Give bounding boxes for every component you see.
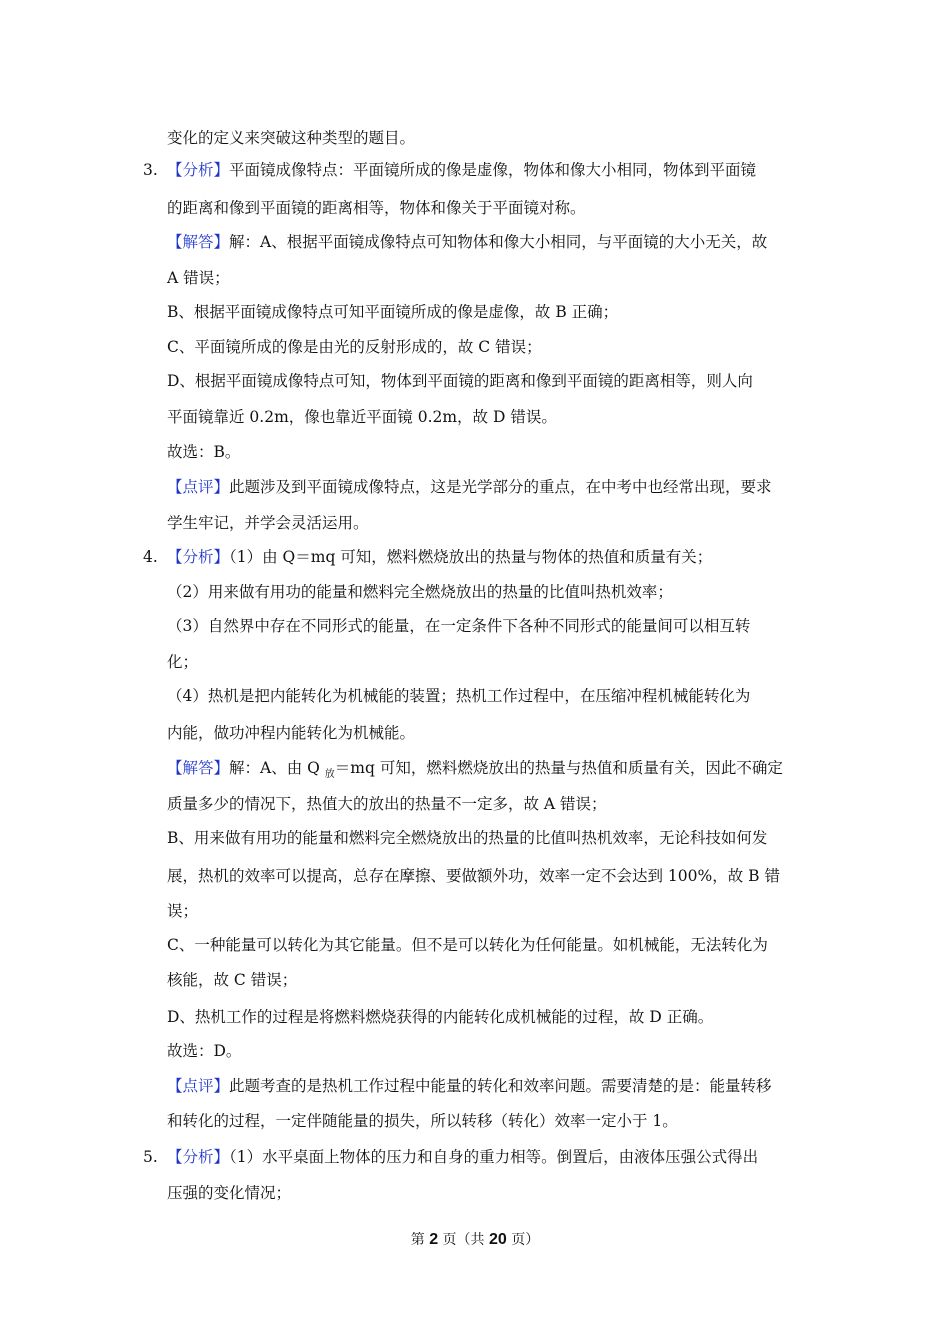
text-line: 【解答】解：A、根据平面镜成像特点可知物体和像大小相同，与平面镜的大小无关，故 (167, 233, 768, 251)
text-line: 【分析】（1）由 Q＝mq 可知，燃料燃烧放出的热量与物体的热值和质量有关； (167, 548, 713, 566)
subscript: 放 (324, 769, 335, 781)
comment-tag: 【点评】 (167, 1077, 230, 1095)
page-footer: 第 2 页（共 20 页） (410, 1231, 540, 1248)
text-line: 【分析】（1）水平桌面上物体的压力和自身的重力相等。倒置后，由液体压强公式得出 (167, 1148, 759, 1166)
question-number: 4. (143, 548, 158, 566)
text-line: 变化的定义来突破这种类型的题目。 (167, 129, 416, 147)
text-line: （3）自然界中存在不同形式的能量，在一定条件下各种不同形式的能量间可以相互转 (167, 617, 751, 635)
analysis-tag: 【分析】 (167, 161, 230, 179)
text-line: 【点评】此题涉及到平面镜成像特点，这是光学部分的重点，在中考中也经常出现，要求 (167, 478, 772, 496)
text-line: B、根据平面镜成像特点可知平面镜所成的像是虚像，故 B 正确； (167, 303, 619, 321)
text-line: 核能，故 C 错误； (167, 971, 298, 989)
question-number: 5. (143, 1148, 158, 1166)
text-line: 压强的变化情况； (167, 1184, 292, 1202)
text-line: （4）热机是把内能转化为机械能的装置；热机工作过程中，在压缩冲程机械能转化为 (167, 687, 751, 705)
analysis-tag: 【分析】 (167, 1148, 230, 1166)
text-line: 内能，做功冲程内能转化为机械能。 (167, 724, 416, 742)
text-line: 【点评】此题考查的是热机工作过程中能量的转化和效率问题。需要清楚的是：能量转移 (167, 1077, 772, 1095)
text-line: 和转化的过程，一定伴随能量的损失，所以转移（转化）效率一定小于 1。 (167, 1112, 678, 1130)
text-line: 质量多少的情况下，热值大的放出的热量不一定多，故 A 错误； (167, 795, 607, 813)
analysis-tag: 【分析】 (167, 548, 230, 566)
text-line: 的距离和像到平面镜的距离相等，物体和像关于平面镜对称。 (167, 199, 586, 217)
total-pages: 20 (489, 1231, 507, 1248)
text-line: 化； (167, 653, 199, 671)
text-line: C、平面镜所成的像是由光的反射形成的，故 C 错误； (167, 338, 542, 356)
text-line: C、一种能量可以转化为其它能量。但不是可以转化为任何能量。如机械能，无法转化为 (167, 936, 768, 954)
question-number: 3. (143, 161, 158, 179)
answer-tag: 【解答】 (167, 759, 230, 777)
comment-tag: 【点评】 (167, 478, 230, 496)
answer-tag: 【解答】 (167, 233, 230, 251)
text-line: D、热机工作的过程是将燃料燃烧获得的内能转化成机械能的过程，故 D 正确。 (167, 1008, 714, 1026)
text-line: 展，热机的效率可以提高，总存在摩擦、要做额外功，效率一定不会达到 100%，故 B 错 (167, 867, 780, 885)
text-line: 故选：D。 (167, 1042, 242, 1060)
text-line: 【解答】解：A、由 Q $_放$＝mq 可知，燃料燃烧放出的热量与热值和质量有关，因此不确定 (167, 759, 783, 781)
text-line: 误； (167, 902, 199, 920)
text-line: 平面镜靠近 0.2m，像也靠近平面镜 0.2m，故 D 错误。 (167, 408, 557, 426)
page-number: 2 (429, 1231, 439, 1248)
text-line: 故选：B。 (167, 443, 241, 461)
text-line: B、用来做有用功的能量和燃料完全燃烧放出的热量的比值叫热机效率，无论科技如何发 (167, 829, 768, 847)
text-line: D、根据平面镜成像特点可知，物体到平面镜的距离和像到平面镜的距离相等，则人向 (167, 372, 753, 390)
text-line: （2）用来做有用功的能量和燃料完全燃烧放出的热量的比值叫热机效率； (167, 583, 673, 601)
text-line: A 错误； (167, 269, 230, 287)
text-line: 学生牢记，并学会灵活运用。 (167, 514, 369, 532)
text-line: 【分析】平面镜成像特点：平面镜所成的像是虚像，物体和像大小相同，物体到平面镜 (167, 161, 757, 179)
